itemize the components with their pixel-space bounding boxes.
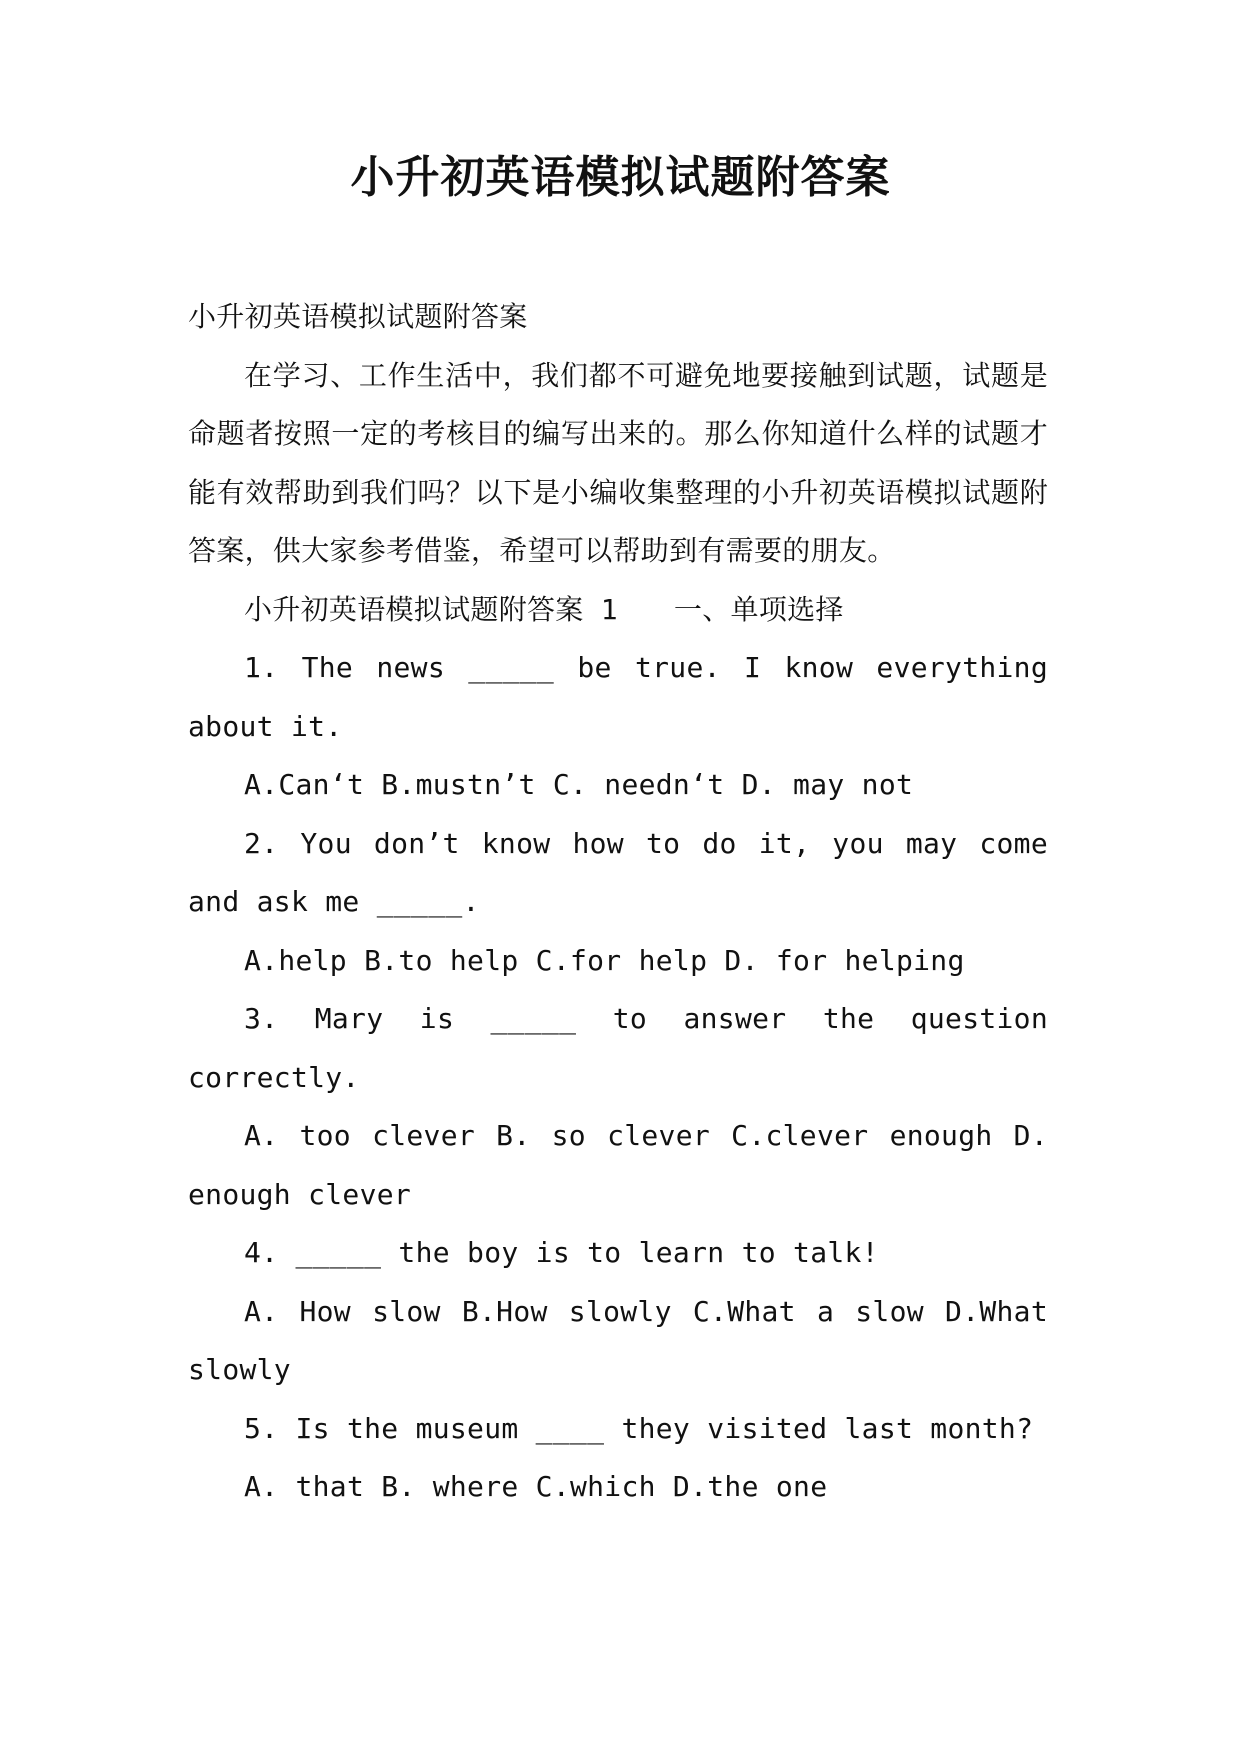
intro-paragraph: 在学习、工作生活中，我们都不可避免地要接触到试题，试题是命题者按照一定的考核目的编写出来的。那么你知道什么样的试题才能有效帮助到我们吗？以下是小编收集整理的小升初英语模拟试题附答案，供大家参考借鉴，希望可以帮助到有需要的朋友。	[188, 358, 1048, 567]
section-heading-line	[188, 581, 1048, 640]
question-1-stem: 1. The news _____ be true. I know everything about it.	[188, 651, 1048, 743]
question-2-stem: 2. You don’t know how to do it, you may come and ask me _____.	[188, 826, 1048, 918]
section-part: 一、单项选择	[673, 592, 844, 626]
document-title: 小升初英语模拟试题附答案	[350, 152, 891, 203]
document-subtitle: 小升初英语模拟试题附答案	[188, 300, 528, 333]
question-4-stem: 4. _____ the boy is to learn to talk!	[244, 1236, 879, 1269]
question-3-options: A. too clever B. so clever C.clever enough D. enough clever	[188, 1119, 1048, 1211]
question-1-options: A.Can‘t B.mustn’t C. needn‘t D. may not	[244, 768, 914, 801]
section-heading: 小升初英语模拟试题附答案 1	[244, 592, 618, 626]
document-body	[188, 288, 1048, 1517]
question-5-options: A. that B. where C.which D.the one	[244, 1470, 828, 1503]
question-3-stem: 3. Mary is _____ to answer the question correctly.	[188, 1002, 1048, 1094]
question-4-options: A. How slow B.How slowly C.What a slow D.What slowly	[188, 1294, 1048, 1386]
question-5-stem: 5. Is the museum ____ they visited last month?	[244, 1411, 1034, 1445]
question-2-options: A.help B.to help C.for help D. for helping	[244, 943, 965, 977]
